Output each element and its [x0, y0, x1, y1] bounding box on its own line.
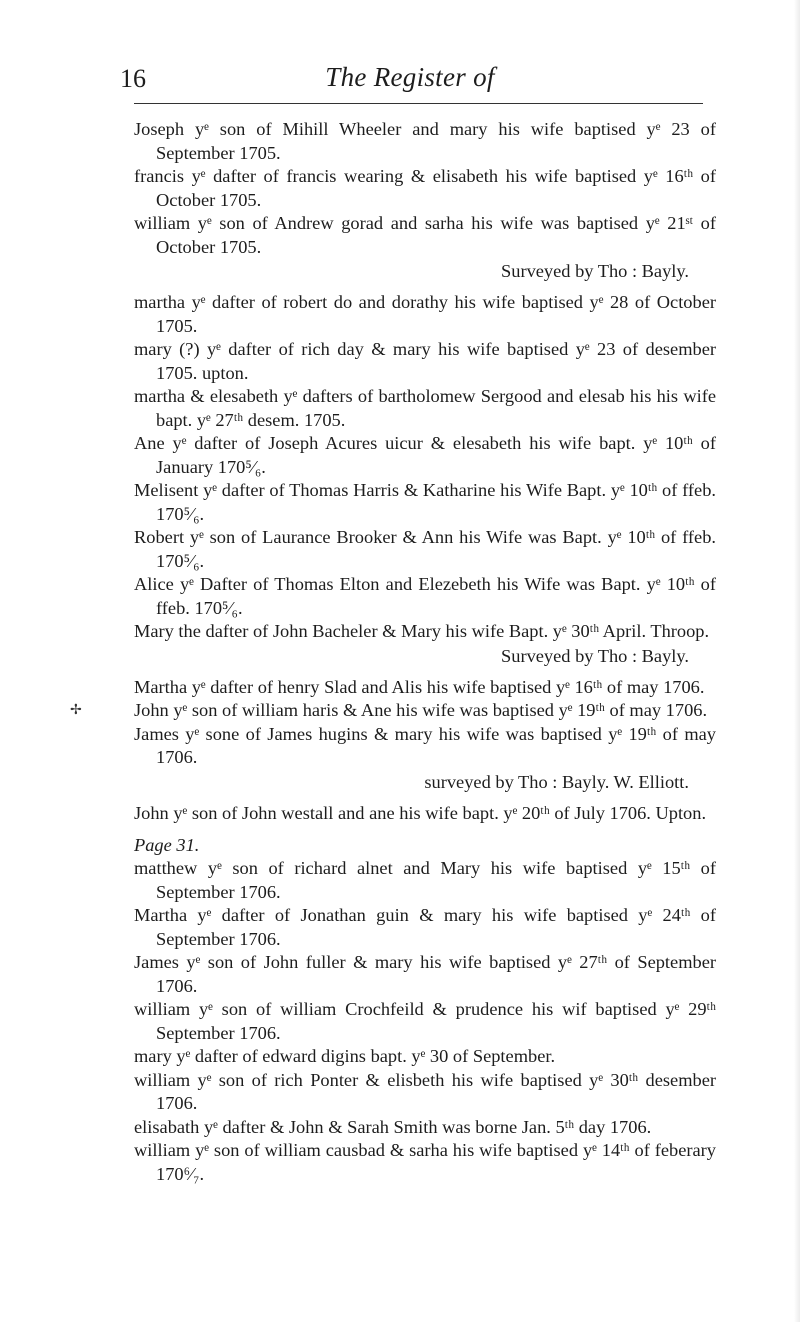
register-entry: John yᵉ son of william haris & Ane his wife was baptised yᵉ 19ᵗʰ of may 1706. ✢	[70, 700, 708, 720]
surveyed-note: Surveyed by Tho : Bayly.	[501, 261, 689, 281]
header-rule	[134, 103, 703, 104]
register-entry: James yᵉ son of John fuller & mary his wife baptised yᵉ 27ᵗʰ of September 1706.	[134, 952, 716, 996]
register-entry: Melisent yᵉ dafter of Thomas Harris & Katharine his Wife Bapt. yᵉ 10ᵗʰ of ffeb. 170⁵⁄₆.	[134, 480, 716, 524]
register-entry: Mary the dafter of John Bacheler & Mary his wife Bapt. yᵉ 30ᵗʰ April. Throop.	[134, 621, 710, 641]
register-entry: Robert yᵉ son of Laurance Brooker & Ann his Wife was Bapt. yᵉ 10ᵗʰ of ffeb. 170⁵⁄₆.	[134, 527, 716, 571]
register-entry: william yᵉ son of william causbad & sarha his wife baptised yᵉ 14ᵗʰ of feberary 170⁶⁄₇.	[134, 1140, 716, 1184]
register-entry: elisabath yᵉ dafter & John & Sarah Smith was borne Jan. 5ᵗʰ day 1706.	[134, 1116, 652, 1137]
register-entry: william yᵉ son of rich Ponter & elisbeth his wife baptised yᵉ 30ᵗʰ desember 1706.	[134, 1069, 716, 1113]
running-title: The Register of	[325, 62, 495, 92]
register-entry: francis yᵉ dafter of francis wearing & elisabeth his wife baptised yᵉ 16ᵗʰ of October 1705.	[134, 166, 716, 210]
register-entry: Ane yᵉ dafter of Joseph Acures uicur & elesabeth his wife bapt. yᵉ 10ᵗʰ of January 170⁵⁄₆.	[134, 433, 716, 477]
register-entries	[0, 118, 800, 1186]
register-entry: martha & elesabeth yᵉ dafters of bartholomew Sergood and elesab his his wife bapt. yᵉ 27ᵗʰ desem. 1705.	[134, 386, 716, 430]
surveyed-note: surveyed by Tho : Bayly. W. Elliott.	[424, 771, 689, 792]
register-entry: Joseph yᵉ son of Mihill Wheeler and mary his wife baptised yᵉ 23 of September 1705.	[134, 119, 716, 163]
register-entry: martha yᵉ dafter of robert do and dorathy his wife baptised yᵉ 28 of October 1705.	[134, 292, 716, 336]
page-edge	[794, 0, 800, 1322]
page-reference: Page 31.	[134, 835, 200, 855]
page-number: 16	[120, 64, 146, 93]
register-entry: matthew yᵉ son of richard alnet and Mary his wife baptised yᵉ 15ᵗʰ of September 1706.	[134, 858, 716, 902]
register-entry: william yᵉ son of Andrew gorad and sarha his wife was baptised yᵉ 21ˢᵗ of October 1705.	[134, 213, 716, 257]
register-entry: Alice yᵉ Dafter of Thomas Elton and Elezebeth his Wife was Bapt. yᵉ 10ᵗʰ of ffeb. 170⁵⁄₆.	[134, 574, 716, 618]
register-entry: Martha yᵉ dafter of Jonathan guin & mary his wife baptised yᵉ 24ᵗʰ of September 1706.	[134, 905, 716, 949]
page-header	[120, 60, 700, 100]
register-entry: mary (?) yᵉ dafter of rich day & mary his wife baptised yᵉ 23 of desember 1705. upton.	[134, 339, 716, 383]
register-entry: william yᵉ son of william Crochfeild & prudence his wif baptised yᵉ 29ᵗʰ September 1706.	[134, 999, 716, 1043]
register-entry: John yᵉ son of John westall and ane his wife bapt. yᵉ 20ᵗʰ of July 1706. Upton.	[134, 802, 707, 823]
register-entry: James yᵉ sone of James hugins & mary his wife was baptised yᵉ 19ᵗʰ of may 1706.	[134, 723, 716, 767]
register-entry: mary yᵉ dafter of edward digins bapt. yᵉ 30 of September.	[134, 1046, 556, 1066]
surveyed-note: Surveyed by Tho : Bayly.	[501, 645, 689, 666]
register-entry: Martha yᵉ dafter of henry Slad and Alis his wife baptised yᵉ 16ᵗʰ of may 1706.	[134, 676, 705, 697]
